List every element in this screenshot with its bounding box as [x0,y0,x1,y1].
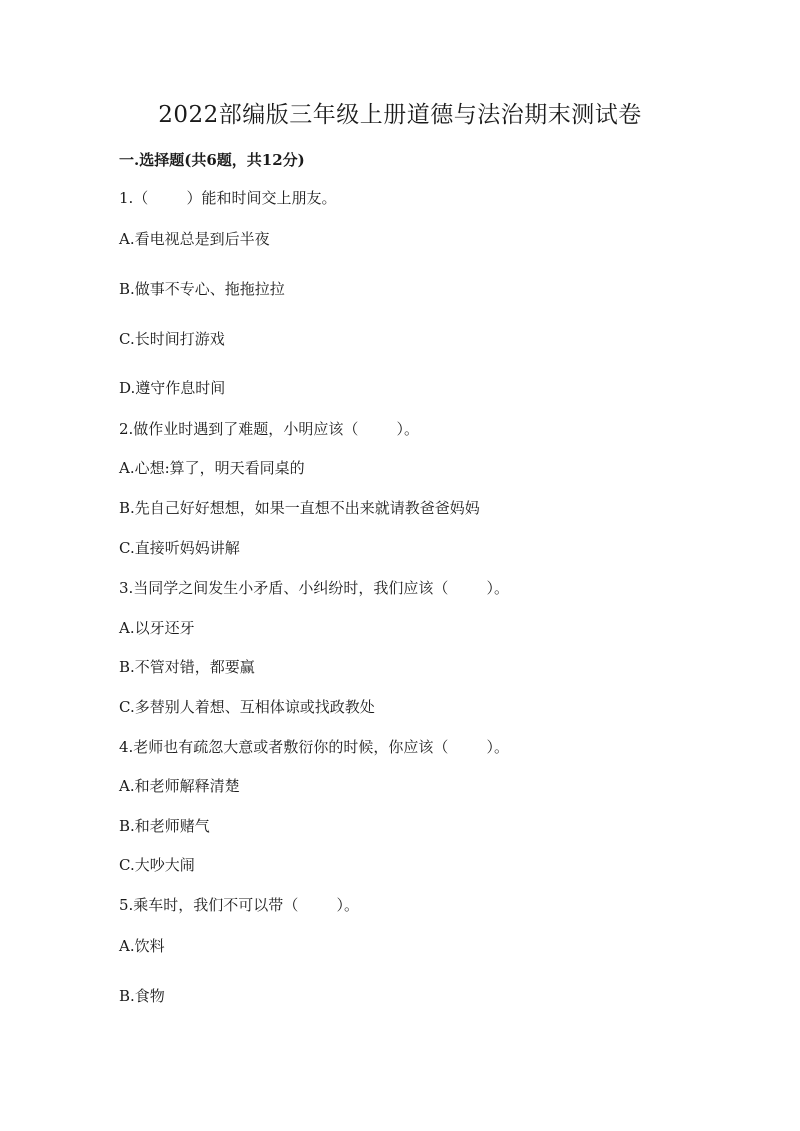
question-5-option-b: B.食物 [119,987,165,1005]
question-2-option-b: B.先自己好好想想，如果一直想不出来就请教爸爸妈妈 [119,499,480,517]
question-3-option-a: A.以牙还牙 [119,619,195,637]
question-4-option-c: C.大吵大闹 [119,856,195,874]
question-2-option-c: C.直接听妈妈讲解 [119,539,240,557]
question-5-option-a: A.饮料 [119,937,165,955]
question-1-option-b: B.做事不专心、拖拖拉拉 [119,280,285,298]
question-3-stem: 3.当同学之间发生小矛盾、小纠纷时，我们应该（ ）。 [119,579,509,597]
question-1-option-d: D.遵守作息时间 [119,379,226,397]
question-1-stem: 1.（ ）能和时间交上朋友。 [119,189,337,207]
question-4-option-a: A.和老师解释清楚 [119,777,240,795]
question-3-option-c: C.多替别人着想、互相体谅或找政教处 [119,698,375,716]
question-4-stem: 4.老师也有疏忽大意或者敷衍你的时候，你应该（ ）。 [119,738,509,756]
question-2-option-a: A.心想:算了，明天看同桌的 [119,459,305,477]
question-2-stem: 2.做作业时遇到了难题，小明应该（ ）。 [119,420,419,438]
question-5-stem: 5.乘车时，我们不可以带（ ）。 [119,896,359,914]
question-3-option-b: B.不管对错，都要赢 [119,658,255,676]
question-4-option-b: B.和老师赌气 [119,817,210,835]
question-1-option-c: C.长时间打游戏 [119,330,225,348]
exam-title: 2022部编版三年级上册道德与法治期末测试卷 [158,102,642,128]
question-1-option-a: A.看电视总是到后半夜 [119,230,270,248]
section-heading: 一.选择题(共6题，共12分) [119,151,305,169]
